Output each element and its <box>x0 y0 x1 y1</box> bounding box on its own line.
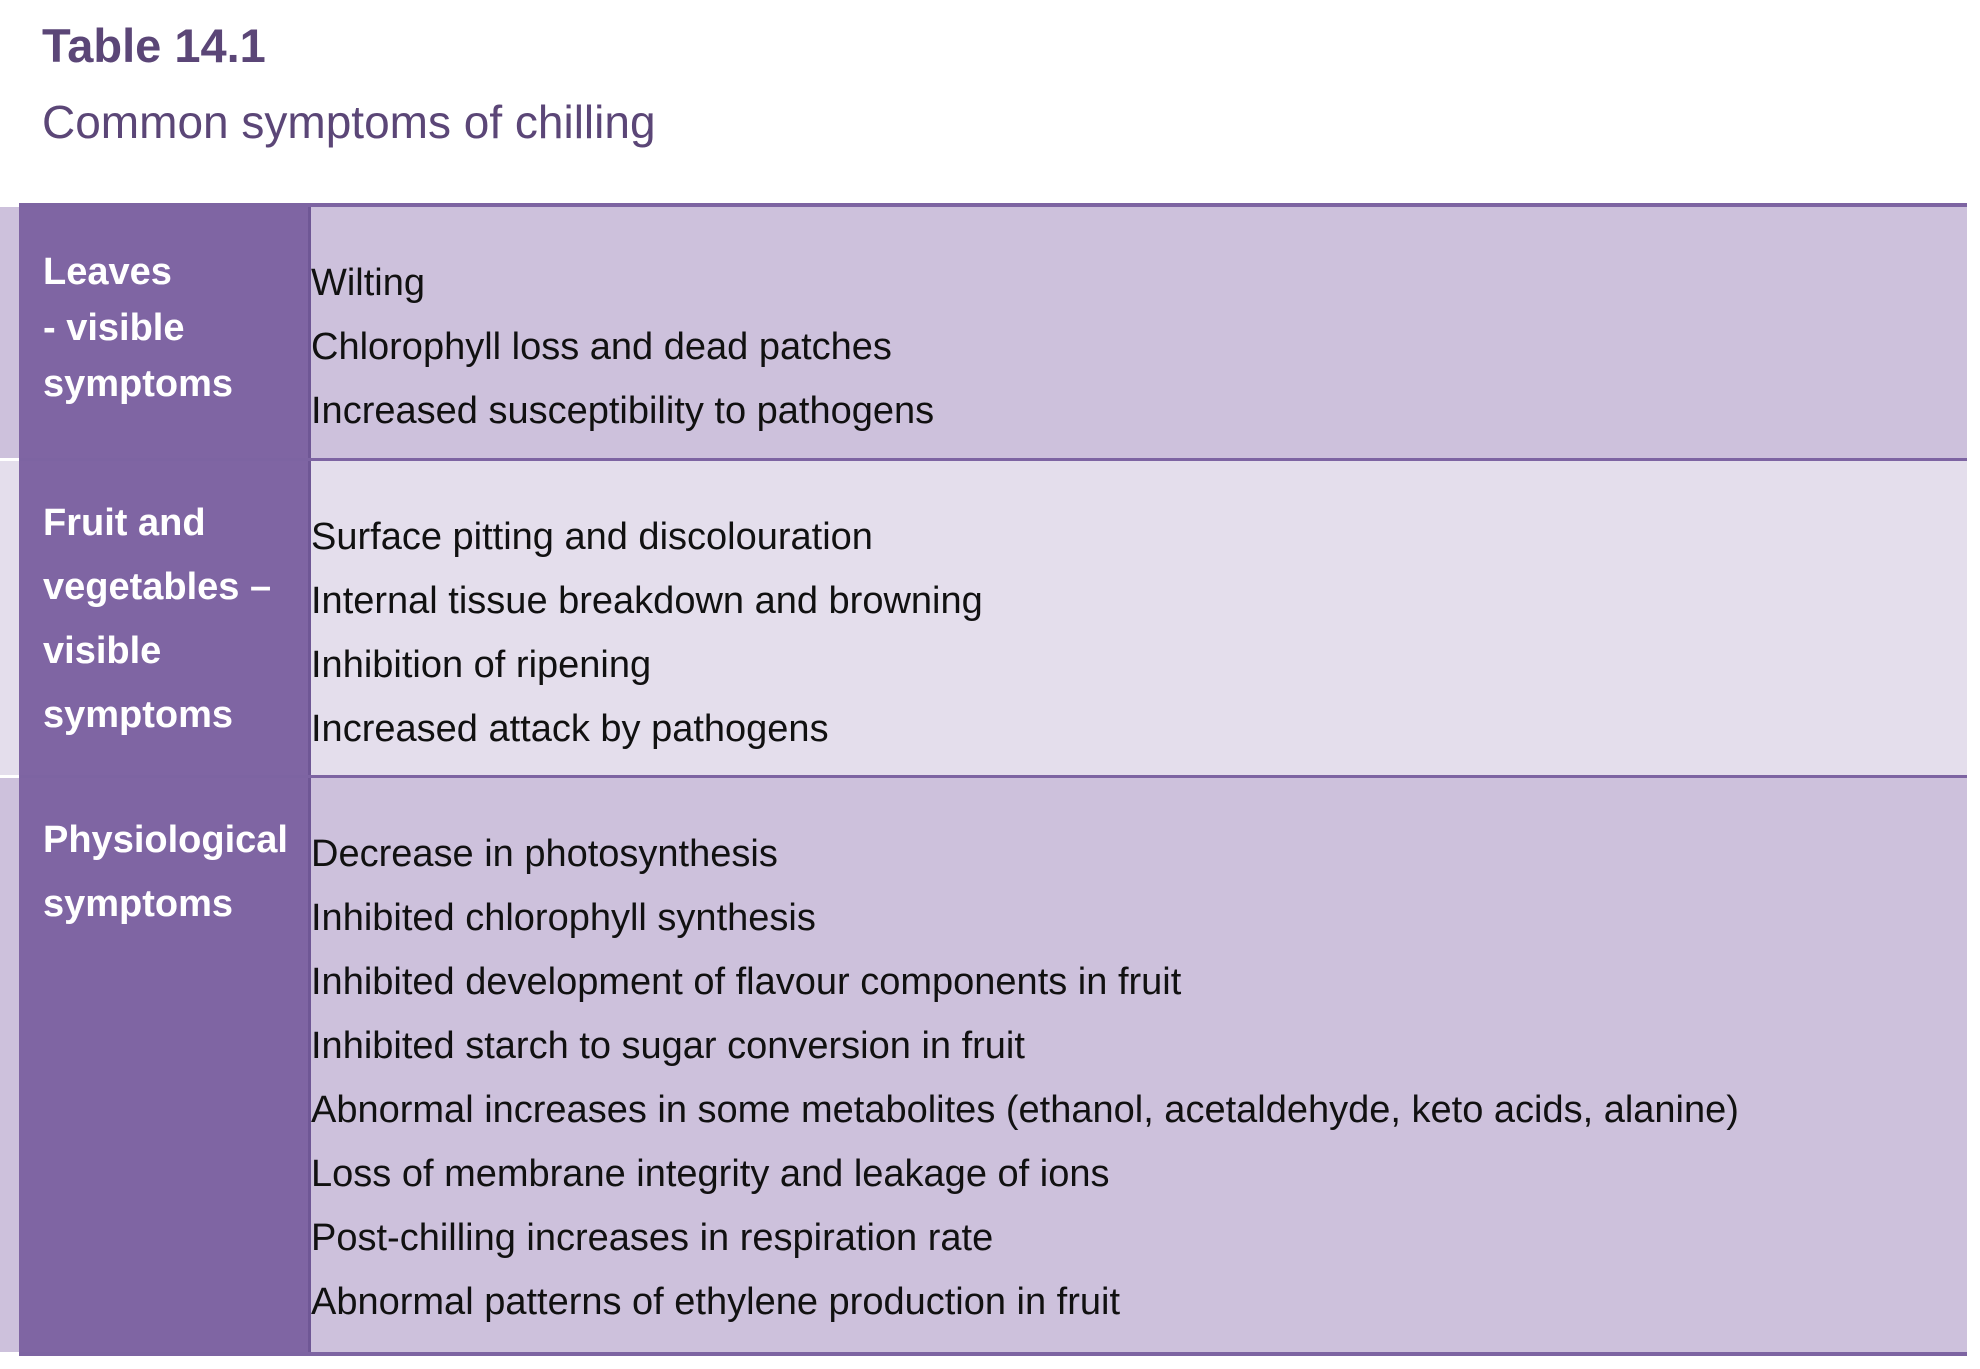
row-heading-line: symptoms <box>43 694 234 736</box>
symptom-item: Decrease in photosynthesis <box>311 833 778 875</box>
symptom-item: Chlorophyll loss and dead patches <box>311 326 892 368</box>
symptom-item: Abnormal increases in some metabolites (ethanol, acetaldehyde, keto acids, alanine) <box>311 1089 1739 1131</box>
row-heading-line: - visible <box>43 307 185 349</box>
row-heading-physiological <box>19 778 311 1352</box>
symptoms-table <box>19 203 1967 1356</box>
table-caption: Common symptoms of chilling <box>42 96 656 148</box>
table-row-fruit-vegetables <box>19 461 1967 778</box>
symptom-item: Internal tissue breakdown and browning <box>311 580 983 622</box>
table-row-physiological <box>19 778 1967 1352</box>
symptom-item: Increased attack by pathogens <box>311 708 829 750</box>
row-heading-line: Fruit and <box>43 502 206 544</box>
row-heading-line: symptoms <box>43 363 234 405</box>
symptom-item: Inhibited chlorophyll synthesis <box>311 897 816 939</box>
table-number: Table 14.1 <box>42 19 266 72</box>
symptom-item: Wilting <box>311 262 426 304</box>
row-heading-line: symptoms <box>43 883 234 925</box>
symptom-item: Inhibited starch to sugar conversion in fruit <box>311 1025 1025 1067</box>
symptom-item: Loss of membrane integrity and leakage of ions <box>311 1153 1110 1195</box>
symptom-item: Inhibited development of flavour components in fruit <box>311 961 1182 1003</box>
symptom-item: Inhibition of ripening <box>311 644 652 686</box>
row-heading-line: Physiological <box>43 819 288 861</box>
symptom-item: Surface pitting and discolouration <box>311 516 873 558</box>
symptom-item: Increased susceptibility to pathogens <box>311 390 935 432</box>
symptom-item: Post-chilling increases in respiration rate <box>311 1217 994 1259</box>
symptom-item: Abnormal patterns of ethylene production in fruit <box>311 1281 1121 1323</box>
table-row-leaves <box>19 207 1967 461</box>
row-heading-line: Leaves <box>43 251 172 293</box>
row-heading-leaves <box>19 207 311 458</box>
row-heading-line: visible <box>43 630 162 672</box>
row-heading-line: vegetables – <box>43 566 272 608</box>
row-heading-fruit-vegetables <box>19 461 311 775</box>
